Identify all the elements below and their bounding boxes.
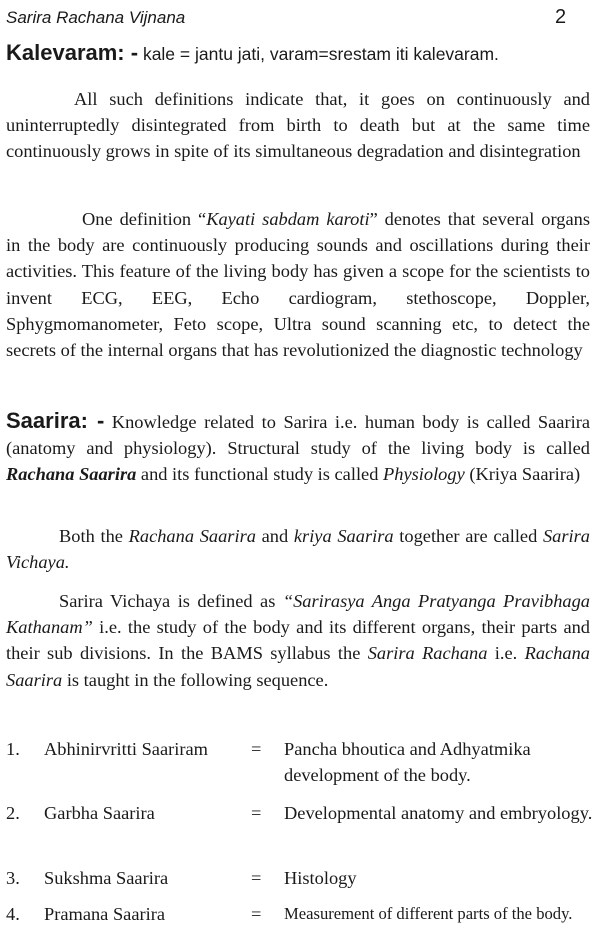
saarira-term: Saarira: -: [6, 408, 105, 433]
list-item-description: Histology: [284, 868, 357, 888]
para5-mid: i.e. the study of the body and its different organs, their parts and their sub divisions. In the BAMS syllabus the: [6, 617, 590, 664]
para5-quote: “Sarirasya Anga Pratyanga Pravibhaga Kathanam”: [6, 591, 590, 638]
running-header-title: Sarira Rachana Vijnana: [6, 8, 186, 27]
para5-post: is taught in the following sequence.: [62, 669, 329, 690]
paragraph-both: [6, 523, 590, 575]
paragraph-saarira: [6, 408, 590, 488]
para5-term2: Rachana Saarira: [6, 643, 590, 690]
list-item-equals: =: [251, 739, 262, 759]
kalevaram-text: kale = jantu jati, varam=srestam iti kalevaram.: [138, 44, 499, 64]
para5-mid2: i.e.: [487, 643, 525, 664]
list-item-equals: =: [251, 868, 262, 888]
kayati-quote: Kayati sabdam karoti: [206, 209, 370, 229]
kalevaram-definition: [6, 40, 590, 67]
paragraph-kayati: [6, 206, 590, 363]
list-item-number: 4.: [6, 904, 20, 924]
list-item-description: Pancha bhoutica and Adhyatmika development of the body.: [284, 739, 531, 786]
para5-term1: Sarira Rachana: [367, 643, 488, 664]
list-item-name: Garbha Saarira: [44, 803, 155, 823]
list-item-name: Pramana Saarira: [44, 904, 166, 924]
para4-term3: Sarira Vichaya.: [6, 526, 590, 573]
list-item-number: 3.: [6, 868, 20, 888]
list-item-name: Sukshma Saarira: [44, 868, 169, 888]
saarira-text2: and its functional study is called: [136, 464, 384, 485]
para2-post: ” denotes that several organs in the body are continuously producing sounds and oscillations during their activities. This feature of the living body has given a scope for the scientists to invent ECG, EEG, Echo cardiogram, stethoscope, Doppler, Sphygmomanometer, Feto scope, Ultra sound scanning etc, to detect the secrets of the internal organs that has revolutionized the diagnostic technology: [6, 209, 590, 361]
list-item-equals: =: [251, 904, 262, 924]
para4-pre: Both the: [59, 526, 129, 546]
para4-term2: kriya Saarira: [293, 526, 394, 546]
para4-mid: and: [255, 526, 294, 546]
kalevaram-term: Kalevaram: -: [6, 40, 139, 65]
rachana-saarira-term: Rachana Saarira: [6, 464, 137, 485]
list-item-number: 1.: [6, 739, 20, 759]
para5-pre: Sarira Vichaya is defined as: [59, 591, 283, 611]
list-item-number: 2.: [6, 803, 20, 823]
para2-pre: One definition “: [82, 209, 207, 229]
para4-post: together are called: [393, 526, 543, 546]
saarira-text3: (Kriya Saarira): [464, 464, 581, 485]
page-number: 2: [555, 6, 567, 28]
physiology-term: Physiology: [383, 464, 465, 485]
paragraph-vichaya: [6, 588, 590, 693]
para4-term1: Rachana Saarira: [128, 526, 256, 546]
list-item-name: Abhinirvritti Saariram: [44, 739, 208, 759]
saarira-text1: Knowledge related to Sarira i.e. human body is called Saarira (anatomy and physiology). Structural study of the living body is called: [6, 412, 590, 459]
list-item-equals: =: [251, 803, 262, 823]
paragraph-definitions: All such definitions indicate that, it goes on continuously and uninterruptedly disintegrated from birth to death but at the same time continuously grows in spite of its simultaneous degradation and disintegration: [6, 89, 590, 162]
list-item-description: Developmental anatomy and embryology.: [284, 803, 593, 823]
list-item-description: Measurement of different parts of the body.: [284, 904, 573, 923]
